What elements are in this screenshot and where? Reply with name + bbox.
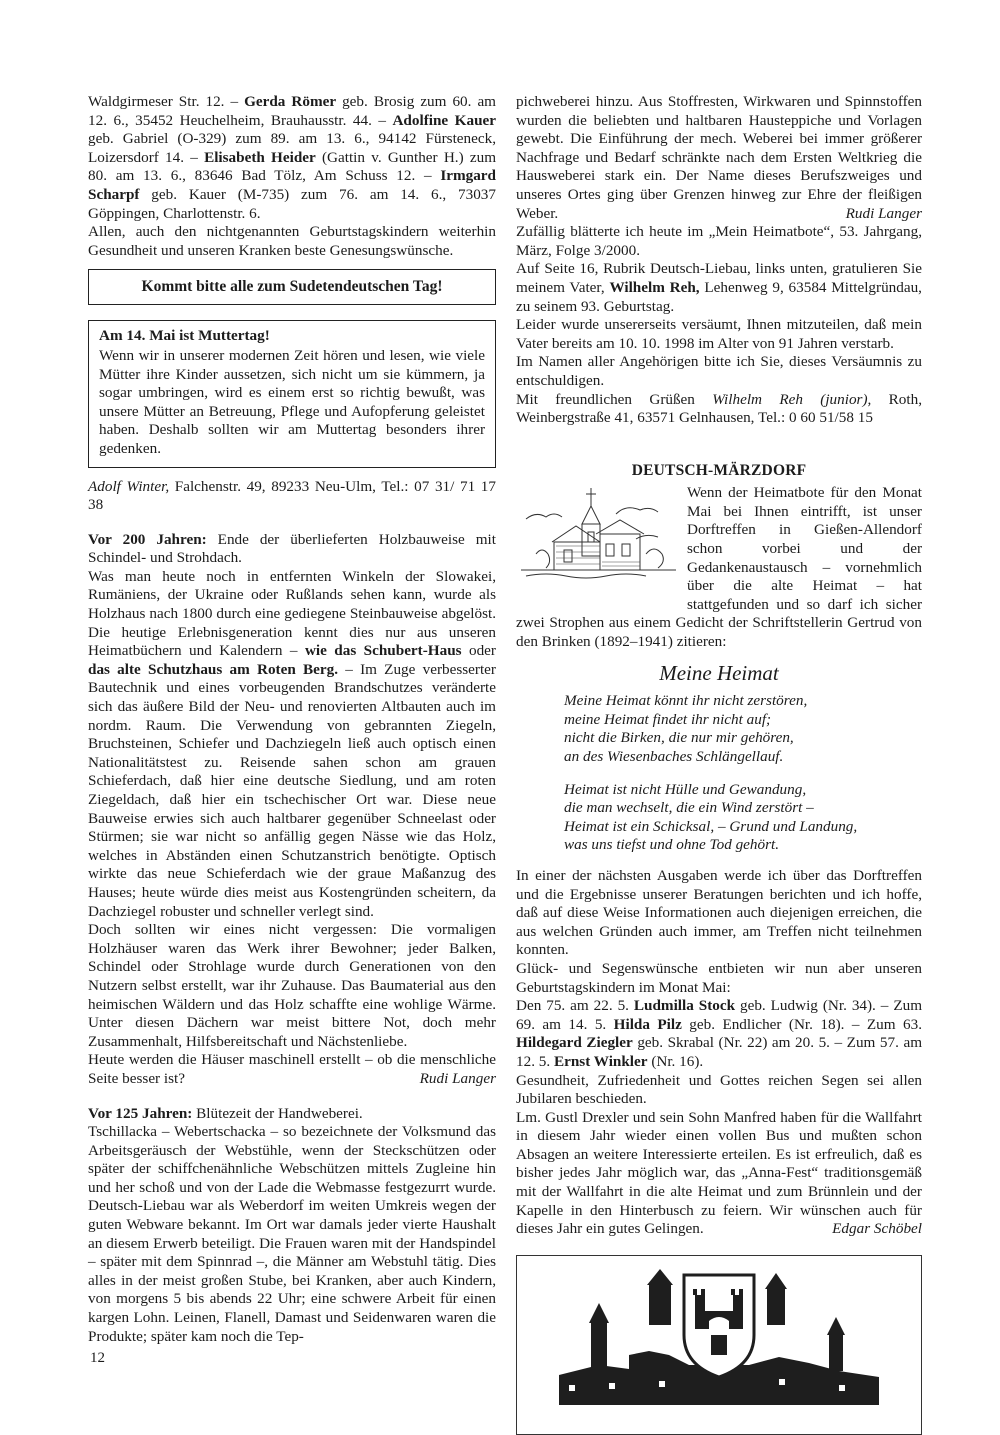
right-column [516,93,922,1435]
maerzdorf-intro-text: Wenn der Heimatbote für den Monat Mai bei Ihnen eintrifft, ist unser Dorftreffen in Gießen-Allendorf schon vorbei und der Gedankenaustausch – vornehmlich über die alte Heimat – hat stattgefunden und so darf ich sicher zwei Strophen aus einem Gedicht der Schriftstellerin Gertrud von den Brinken (1892–1941) zitieren: [516,484,922,651]
maerzdorf-intro [516,484,922,651]
poem-line: an des Wiesenbaches Schlängellauf. [564,748,784,765]
poem-line: die man wechselt, die ein Wind zerstört – [564,799,814,817]
section-125-jahren-intro: Vor 125 Jahren: Blütezeit der Handweberei. [88,1104,363,1122]
wishes-paragraph: Allen, auch den nichtgenannten Geburtstagskindern weiterhin Gesundheit und unseren Kranken beste Genesungswünsche. [88,223,496,259]
section-title-deutsch-maerzdorf: DEUTSCH-MÄRZDORF [631,461,807,479]
poem-line: Meine Heimat könnt ihr nicht zerstören, [564,692,808,710]
letter-paragraph-2: Auf Seite 16, Rubrik Deutsch-Liebau, links unten, gratulieren Sie meinem Vater, Wilhelm Reh, Lehenweg 9, 63584 Mittelgründau, zu seinem 93. Geburtstag. [516,260,922,315]
maerzdorf-paragraph-1: In einer der nächsten Ausgaben werde ich über das Dorftreffen und die Ergebnisse unserer Beratungen berichten und ich hoffe, daß auf diese Weise Informationen auch diejenigen erreichen, die aus welchen Gründen auch immer, am Treffen nicht teilnehmen konnten. [516,866,922,959]
letter-paragraph-4: Im Namen aller Angehörigen bitte ich Sie, dieses Versäumnis zu entschuldigen. [516,353,922,389]
poem-line: meine Heimat findet ihr nicht auf; [564,710,772,728]
maerzdorf-birthdays: Den 75. am 22. 5. Ludmilla Stock geb. Ludwig (Nr. 34). – Zum 69. am 14. 5. Hilda Pilz geb. Endlicher (Nr. 18). – Zum 63. Hildegard Ziegler geb. Skrabal (Nr. 22) am 20. 5. – Zum 57. am 12. 5. Ernst Winkler (Nr. 16). [516,997,923,1070]
left-column [88,93,496,1346]
section-200-jahren-body-2: Doch sollten wir eines nicht vergessen: Die vormaligen Holzhäuser waren das Werk ihrer Bewohner; jeder Balken, Schindel oder Strohlage wurde durch Generationen von den Nutzern selbst erstellt, war ihr Zuhause. Das Baumaterial aus den heimischen Wäldern und das Holz schaffte eine wohlige Wärme. Unter diesen Dächern war meist bittere Not, doch mehr Zusammenhalt, Hilfsbereitschaft und Nächstenliebe. [88,921,496,1050]
muttertag-text: Wenn wir in unserer modernen Zeit hören und lesen, wie viele Mütter ihre Kinder aussetzen, sich nicht um sie kümmern, ja sogar umbringen, wird es einem erst so richtig bewußt, was unsere Mütter an Betreuung, Pflege und Aufopferung geleistet haben. Deshalb sollten wir am Muttertag besonders ihrer gedenken. [99,346,485,457]
muttertag-heading: Am 14. Mai ist Muttertag! [99,327,270,345]
town-crest-image [539,1265,899,1425]
poem [564,692,922,855]
poem-line: was uns tiefst und ohne Tod gehört. [564,836,780,854]
maerzdorf-paragraph-2: Glück- und Segenswünsche entbieten wir nun aber unseren Geburtstagskindern im Monat Mai: [516,959,922,996]
poem-title: Meine Heimat [659,660,779,685]
poem-line: Heimat ist nicht Hülle und Gewandung, [564,780,807,798]
signature-winter: Adolf Winter, Falchenstr. 49, 89233 Neu-Ulm, Tel.: 07 31/ 71 17 38 [88,477,496,514]
maerzdorf-paragraph-4: Lm. Gustl Drexler und sein Sohn Manfred haben für die Wallfahrt in diesem Jahr wieder einen vollen Bus und mußten schon Absagen an weitere Interessierte erteilen. Es ist erfreulich, daß es bisher jedes Jahr möglich war, das „Anna-Fest“ traditionsgemäß mit der Wallfahrt in die alte Heimat und zum Brünnlein und der Kapelle in den Hinterbusch zu feiern. Wir wünschen auch für dieses Jahr ein gutes Gelingen. Edgar Schöbel [516,1108,922,1238]
poem-line: Heimat ist ein Schicksal, – Grund und Landung, [564,817,858,835]
page-number: 12 [90,1350,105,1366]
poem-line: nicht die Birken, die nur mir gehören, [564,729,794,747]
muttertag-box [88,320,496,467]
letter-signature: Mit freundlichen Grüßen Wilhelm Reh (junior), Roth, Weinbergstraße 41, 63571 Gelnhausen, Tel.: 0 60 51/58 15 [516,390,922,427]
letter-paragraph-1: Zufällig blätterte ich heute im „Mein Heimatbote“, 53. Jahrgang, März, Folge 3/2000. [516,223,922,259]
sudetendeutscher-tag-box: Kommt bitte alle zum Sudetendeutschen Tag! [88,269,496,305]
weaving-continuation: pichweberei hinzu. Aus Stoffresten, Wirkwaren und Spinnstoffen wurden die beliebten und haltbaren Hausteppiche und Vorlagen gewebt. Die Einführung der mech. Weberei bei immer größerer Nachfrage und Bedarf schränkte nach dem Ersten Weltkrieg die Hausweberei stark ein. Der Name dieses Berufszweiges und unseres Ortes ging über Grenzen hinweg zur Ehre der fleißigen Weber. Rudi Langer [516,93,922,222]
letter-paragraph-3: Leider wurde unsererseits versäumt, Ihnen mitzuteilen, daß mein Vater bereits am 10. 10. 1998 im Alter von 91 Jahren verstarb. [516,316,922,352]
section-200-jahren-closing: Heute werden die Häuser maschinell erstellt – ob die menschliche Seite besser ist? Rudi Langer [88,1051,496,1087]
birthday-list-paragraph: Waldgirmeser Str. 12. – Gerda Römer geb. Brosig zum 60. am 12. 6., 35452 Heuchelheim, Brauhausstr. 44. – Adolfine Kauer geb. Gabriel (O-329) zum 89. am 13. 6., 94142 Fürsteneck, Loizersdorf 14. – Elisabeth Heider (Gattin v. Gunther H.) zum 80. am 13. 6., 83646 Bad Tölz, Am Schuss 12. – Irmgard Scharpf geb. Kauer (M-735) zum 76. am 14. 6., 73037 Göppingen, Charlottenstr. 6. [88,93,497,222]
section-200-jahren-body: Was man heute noch in entfernten Winkeln der Slowakei, Rumäniens, der Ukraine oder Rußlands sehen kann, wurde als Holzhaus nach 1800 durch eine gediegene Steinbauweise abgelöst. Die heutige Erlebnisgeneration kennt dies nur aus unseren Heimatbüchern und Kalendern – wie das Schubert-Haus oder das alte Schutzhaus am Roten Berg. – Im Zuge verbesserter Bautechnik und eines vorbeugenden Brandschutzes veränderte sich das äußere Bild der Neu- und renovierten Altbauten auch im nordm. Raum. Die Verwendung von gebrannten Ziegeln, Bruchsteinen, Schiefer und Dachziegeln ließ auch optisch einen Nationalitätstest zu. Reisende sahen schon am grauen Schieferdach, daß hier eine deutsche Siedlung, und am roten Ziegeldach, daß hier ein tschechischer Ort war. Diese neue Bauweise erwies sich auch haltbarer gegenüber Schneelast oder Stürmen; sie war nicht so anfällig gegen Nässe wie das Holz, welches in Abständen einen Schutzanstrich benötigte. Optisch wirkte das neue Schieferdach wie der graue Maßanzug des Hauses; heute würde dies meist aus Kostengründen scheitern, da Dachziegel robuster und schneller verlegt sind. [88,567,496,920]
chapel-sketch-image [516,484,681,596]
maerzdorf-paragraph-3: Gesundheit, Zufriedenheit und Gottes reichen Segen sei allen Jubilaren beschieden. [516,1071,922,1108]
section-200-jahren-intro: Vor 200 Jahren: Ende der überlieferten Holzbauweise mit Schindel- und Strohdach. [88,530,496,567]
town-crest-image-frame [516,1255,922,1435]
section-125-jahren-body: Tschillacka – Webertschacka – so bezeichnete der Volksmund das Arbeitsgeräusch der Webstühle, wenn der Steckschützen oder später der schiffchenähnliche Webschützen mittels Zugleine hin und her schoß und von der Lade die Webmasse festgezurrt wurde. Deutsch-Liebau war als Weberdorf im weiten Umkreis wegen der guten Webware bekannt. Im Ort war damals jeder vierte Haushalt an diesem Erwerb beteiligt. Die Frauen waren mit der Handspindel – später mit dem Spinnrad –, die Männer am Webstuhl tätig. Dies alles in der meist großen Stube, bei Kranken, aber auch Kindern, von morgens 5 bis abends 22 Uhr; eine schwere Arbeit für einen kargen Lohn. Leinen, Flanell, Damast und Seidenwaren waren die Produkte; später kam noch die Tep- [88,1123,496,1345]
